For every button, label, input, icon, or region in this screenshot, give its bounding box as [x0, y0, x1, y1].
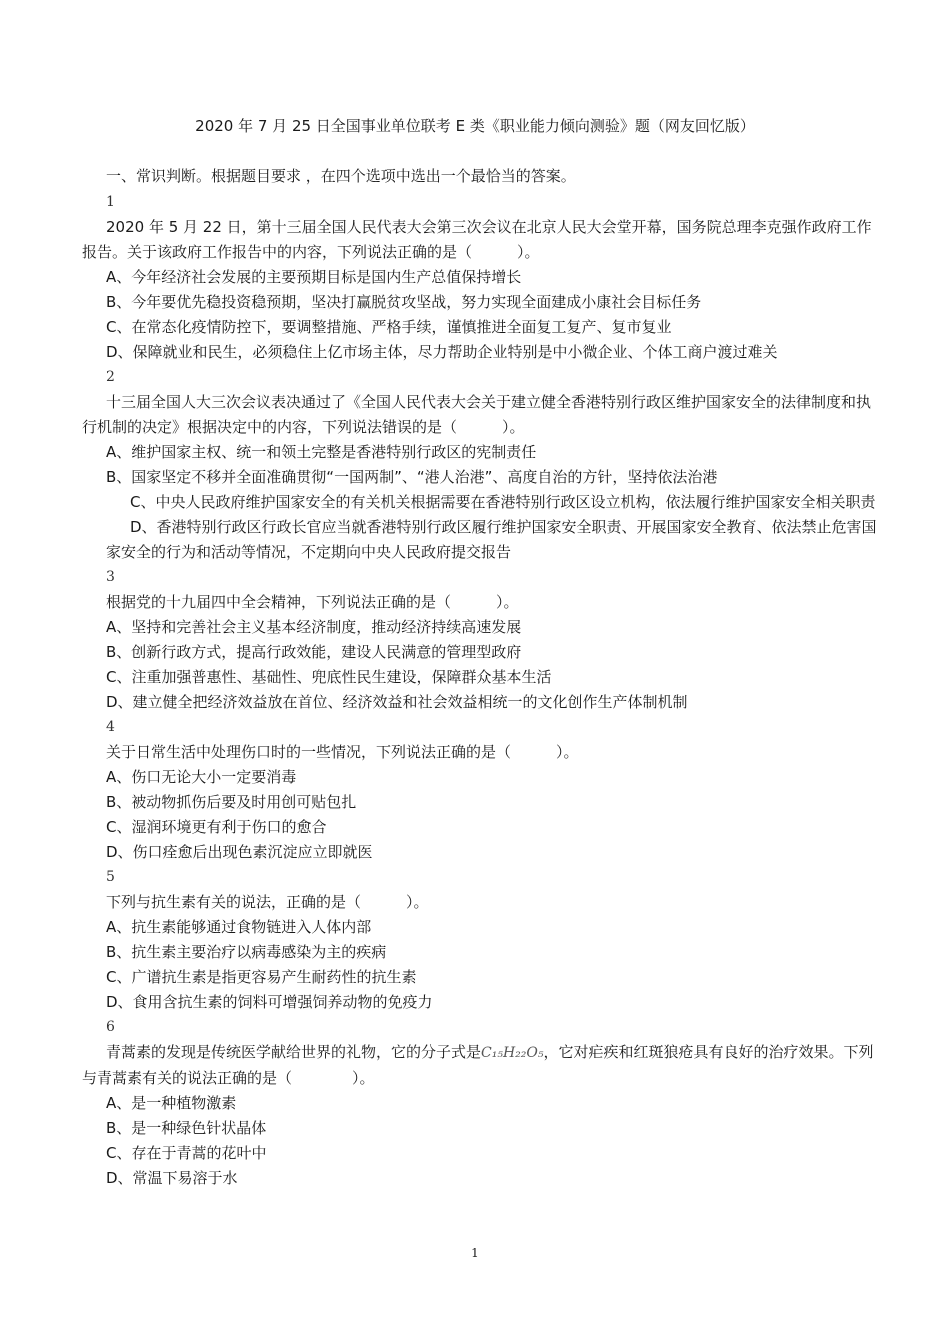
option-c: C、广谱抗生素是指更容易产生耐药性的抗生素: [106, 968, 417, 986]
option-b: B、国家坚定不移并全面准确贯彻“一国两制”、“港人治港”、高度自治的方针，坚持依法治港: [106, 468, 718, 486]
question-4: [82, 715, 882, 865]
question-stem: 2020 年 5 月 22 日，第十三届全国人民代表大会第三次会议在北京人民大会堂开幕，国务院总理李克强作政府工作报告。关于该政府工作报告中的内容，下列说法正确的是（ ）。: [82, 218, 872, 261]
option-a: A、抗生素能够通过食物链进入人体内部: [106, 918, 372, 936]
stem-text-after: ，它对疟疾和红斑狼疮具有良好的治疗效果。下列与青蒿素有关的说法正确的是（ ）。: [82, 1043, 874, 1087]
question-stem: [82, 1040, 882, 1091]
option-d: D、伤口痊愈后出现色素沉淀应立即就医: [106, 843, 373, 861]
molecular-formula: C₁₅H₂₂O₅: [481, 1045, 544, 1061]
option-d: D、建立健全把经济效益放在首位、经济效益和社会效益相统一的文化创作生产体制机制: [106, 693, 688, 711]
question-stem: 关于日常生活中处理伤口时的一些情况，下列说法正确的是（ ）。: [106, 743, 579, 761]
question-1: [82, 190, 882, 365]
question-stem: 根据党的十九届四中全会精神，下列说法正确的是（ ）。: [106, 593, 519, 611]
question-number: 6: [106, 1019, 115, 1035]
stem-text-before: 青蒿素的发现是传统医学献给世界的礼物，它的分子式是: [106, 1043, 482, 1061]
question-stem: 下列与抗生素有关的说法，正确的是（ ）。: [106, 893, 429, 911]
question-6: [82, 1015, 882, 1191]
option-b: B、是一种绿色针状晶体: [106, 1119, 267, 1137]
question-2: [82, 365, 882, 565]
question-list: [82, 190, 882, 1191]
option-a: A、坚持和完善社会主义基本经济制度，推动经济持续高速发展: [106, 618, 522, 636]
section-heading: 一、常识判断。根据题目要求 ，在四个选项中选出一个最恰当的答案。: [106, 167, 576, 185]
option-a: A、今年经济社会发展的主要预期目标是国内生产总值保持增长: [106, 268, 522, 286]
option-c: C、中央人民政府维护国家安全的有关机关根据需要在香港特别行政区设立机构，依法履行维护国家安全相关职责: [130, 493, 876, 511]
question-number: 4: [106, 719, 115, 735]
option-c: C、存在于青蒿的花叶中: [106, 1144, 267, 1162]
option-b: B、被动物抓伤后要及时用创可贴包扎: [106, 793, 357, 811]
option-a: A、伤口无论大小一定要消毒: [106, 768, 297, 786]
option-d: D、食用含抗生素的饲料可增强饲养动物的免疫力: [106, 993, 433, 1011]
option-a: A、是一种植物激素: [106, 1094, 237, 1112]
option-a: A、维护国家主权、统一和领土完整是香港特别行政区的宪制责任: [106, 443, 537, 461]
document-title: 2020 年 7 月 25 日全国事业单位联考 E 类《职业能力倾向测验》题（网友回忆版）: [195, 117, 755, 135]
option-d: D、常温下易溶于水: [106, 1169, 238, 1187]
page-number: 1: [471, 1246, 479, 1260]
option-b: B、今年要优先稳投资稳预期，坚决打赢脱贫攻坚战，努力实现全面建成小康社会目标任务: [106, 293, 702, 311]
question-3: [82, 565, 882, 715]
option-c: C、湿润环境更有利于伤口的愈合: [106, 818, 327, 836]
question-number: 3: [106, 569, 115, 585]
question-number: 2: [106, 369, 115, 385]
question-number: 1: [106, 194, 115, 210]
question-5: [82, 865, 882, 1015]
question-number: 5: [106, 869, 115, 885]
option-b: B、抗生素主要治疗以病毒感染为主的疾病: [106, 943, 387, 961]
option-d: D、香港特别行政区行政长官应当就香港特别行政区履行维护国家安全职责、开展国家安全教育、依法禁止危害国家安全的行为和活动等情况，不定期向中央人民政府提交报告: [106, 518, 877, 561]
option-c: C、注重加强普惠性、基础性、兜底性民生建设，保障群众基本生活: [106, 668, 552, 686]
question-stem: 十三届全国人大三次会议表决通过了《全国人民代表大会关于建立健全香港特别行政区维护国家安全的法律制度和执行机制的决定》根据决定中的内容，下列说法错误的是（ ）。: [82, 393, 872, 436]
option-b: B、创新行政方式，提高行政效能，建设人民满意的管理型政府: [106, 643, 522, 661]
option-d: D、保障就业和民生，必须稳住上亿市场主体，尽力帮助企业特别是中小微企业、个体工商户渡过难关: [106, 343, 778, 361]
option-c: C、在常态化疫情防控下，要调整措施、严格手续，谨慎推进全面复工复产、复市复业: [106, 318, 672, 336]
